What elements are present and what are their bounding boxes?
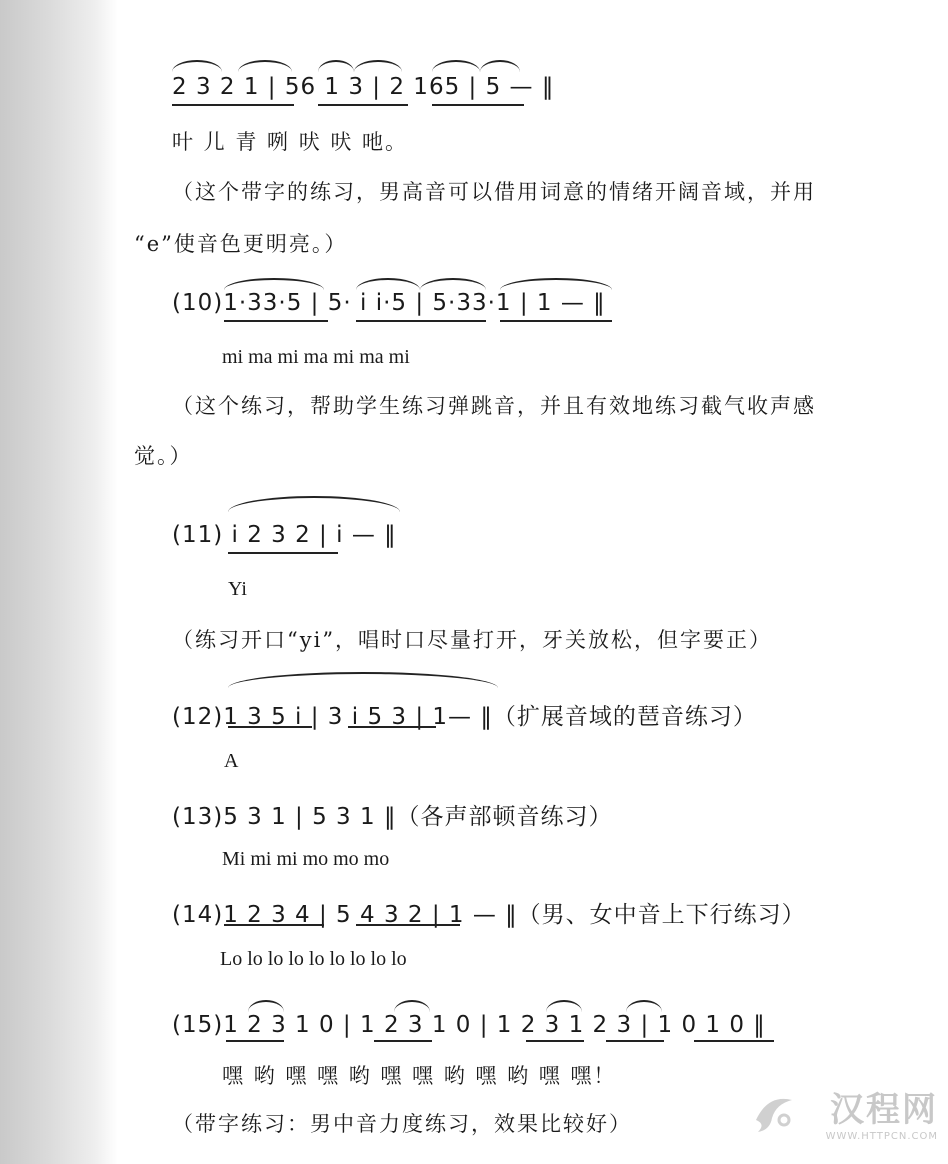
notation-exercise-10: (10)1·33·5 | 5· i i·5 | 5·33·1 | 1 — ‖ <box>172 290 606 316</box>
instruction-text: （带字练习：男中音力度练习，效果比较好） <box>172 1112 632 1136</box>
notation-exercise-12: (12)1 3 5 i | 3 i 5 3 | 1— ‖（扩展音域的琶音练习） <box>172 704 757 730</box>
lyric-line-1: 叶 儿 青 咧 吠 吠 吔。 <box>172 130 409 154</box>
instruction-text: “e”使音色更明亮。） <box>134 232 348 256</box>
notation-exercise-15: (15)1 2 3 1 0 | 1 2 3 1 0 | 1 2 3 1 2 3 | 1 0 1 0 ‖ <box>172 1012 766 1038</box>
instruction-text: （这个带字的练习，男高音可以借用词意的情绪开阔音域，并用 <box>172 180 816 204</box>
slur <box>420 278 486 290</box>
lyric-exercise-10: mi ma mi ma mi ma mi <box>222 346 410 368</box>
underline <box>348 726 436 728</box>
instruction-text: （这个练习，帮助学生练习弹跳音，并且有效地练习截气收声感 <box>172 394 816 418</box>
slur <box>356 278 420 290</box>
underline <box>606 1040 664 1042</box>
slur <box>626 1000 662 1012</box>
slur <box>432 60 480 72</box>
underline <box>526 1040 584 1042</box>
underline <box>228 552 338 554</box>
watermark-logo-icon <box>750 1090 798 1138</box>
slur <box>224 278 324 290</box>
underline <box>500 320 612 322</box>
instruction-text: 觉。） <box>134 444 193 468</box>
notation-exercise-13: (13)5 3 1 | 5 3 1 ‖（各声部顿音练习） <box>172 804 613 830</box>
lyric-exercise-15: 嘿 哟 嘿 嘿 哟 嘿 嘿 哟 嘿 哟 嘿 嘿！ <box>222 1064 617 1088</box>
underline <box>172 104 294 106</box>
slur <box>394 1000 430 1012</box>
underline <box>226 1040 284 1042</box>
underline <box>224 320 328 322</box>
underline <box>228 726 312 728</box>
slur <box>238 60 292 72</box>
underline <box>356 924 460 926</box>
underline <box>318 104 408 106</box>
watermark-url: WWW.HTTPCN.COM <box>825 1131 938 1142</box>
slur <box>546 1000 582 1012</box>
notation-exercise-14: (14)1 2 3 4 | 5 4 3 2 | 1 — ‖（男、女中音上下行练习） <box>172 902 806 928</box>
watermark <box>826 1082 938 1142</box>
slur <box>248 1000 284 1012</box>
underline <box>356 320 486 322</box>
watermark-brand: 汉程网 <box>830 1090 938 1130</box>
underline <box>694 1040 774 1042</box>
slur <box>354 60 402 72</box>
slur <box>172 60 222 72</box>
slur <box>318 60 354 72</box>
lyric-exercise-11: Yi <box>228 578 247 600</box>
notation-line-1: 2 3 2 1 | 56 1 3 | 2 165 | 5 — ‖ <box>172 74 555 100</box>
underline <box>432 104 524 106</box>
lyric-exercise-13: Mi mi mi mo mo mo <box>222 848 390 870</box>
slur <box>228 672 498 688</box>
notation-exercise-11: (11) i 2 3 2 | i — ‖ <box>172 522 397 548</box>
lyric-exercise-12: A <box>224 750 239 772</box>
slur <box>228 496 400 512</box>
instruction-text: （练习开口“yi”，唱时口尽量打开，牙关放松，但字要正） <box>172 628 773 652</box>
underline <box>224 924 324 926</box>
underline <box>374 1040 432 1042</box>
lyric-exercise-14: Lo lo lo lo lo lo lo lo lo <box>220 948 407 970</box>
slur <box>480 60 520 72</box>
slur <box>500 278 612 290</box>
